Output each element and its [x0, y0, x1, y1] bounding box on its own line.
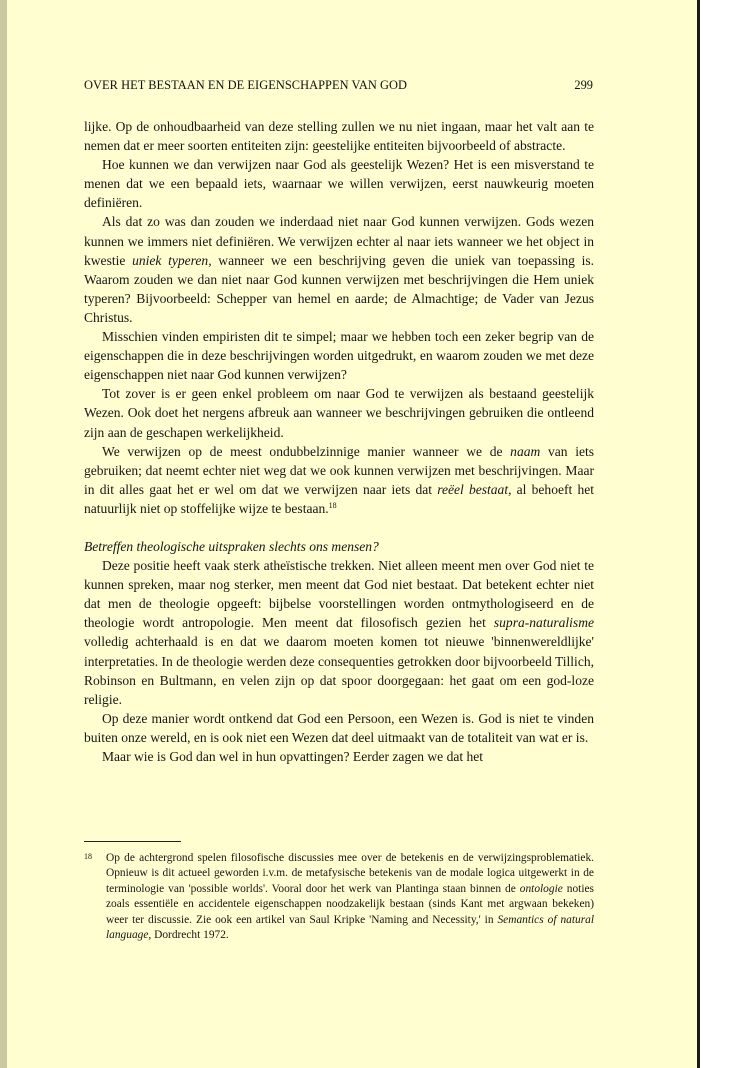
paragraph-9-text: Maar wie is God dan wel in hun opvattingen? Eerder zagen we dat het [102, 749, 484, 764]
emphasis-naam: naam [510, 443, 541, 459]
emphasis-reeel-bestaat: reëel bestaat, [437, 481, 512, 497]
paragraph-8-text: Op deze manier wordt ontkend dat God een Persoon, een Wezen is. God is niet te vinden buiten onze wereld, en is ook niet een Wezen dat deel uitmaakt van de totaliteit van wat er is. [84, 710, 594, 745]
emphasis-semantics: Semantics of natural language, [106, 913, 594, 942]
page-number: 299 [574, 78, 593, 92]
paragraph-4-text: Misschien vinden empiristen dit te simpel; maar we hebben toch een zeker begrip van de eigenschappen die in deze beschrijvingen worden uitgedrukt, en waarom zouden we met deze eigenschappen niet naar God kunnen verwijzen? [84, 329, 594, 383]
footnote-text-c: Dordrecht 1972. [154, 929, 229, 942]
emphasis-ontologie: ontologie [519, 882, 563, 895]
paragraph-2 [84, 155, 594, 212]
paragraph-4 [84, 327, 594, 384]
paragraph-1-text: lijke. Op de onhoudbaarheid van deze stelling zullen we nu niet ingaan, maar het valt aan te nemen dat er meer soorten entiteiten zijn: geestelijke entiteiten bijvoorbeeld of abstracte. [84, 119, 594, 154]
running-header [84, 78, 594, 94]
page-edge [697, 0, 700, 1068]
footnote-text-b: noties zoals essentiële en accidentele eigenschappen noodzakelijk bestaan (sinds Kant met argwaan bekeken) weer ter discussie. Zie ook een artikel van Saul Kripke 'Naming and Necessity,' in [106, 882, 594, 926]
paragraph-6-text-a: We verwijzen op de meest ondubbelzinnige manier wanneer we de [102, 443, 503, 459]
page-spine-shadow [0, 0, 7, 1068]
paragraph-9 [84, 747, 594, 766]
paragraph-7 [84, 556, 594, 709]
footnote-reference[interactable]: 18 [328, 500, 337, 510]
paragraph-8 [84, 709, 594, 747]
paragraph-7-text-a: Deze positie heeft vaak sterk atheïstische trekken. Niet alleen meent men over God niet te kunnen spreken, maar nog sterker, men meent dat God niet bestaat. Dat betekent echter niet dat men de theologie opgeeft: bijbelse voorstellingen worden ontmythologiseerd en de theologie wordt antropologie. Men meent dat filosofisch gezien het [84, 558, 594, 631]
paragraph-2-text: Hoe kunnen we dan verwijzen naar God als geestelijk Wezen? Het is een misverstand te menen dat we een bepaald iets, waarnaar we willen verwijzen, eerst nauwkeurig moeten definiëren. [84, 157, 594, 211]
paragraph-1 [84, 117, 594, 155]
footnote-18 [84, 851, 594, 943]
footnote-body [106, 851, 594, 943]
paragraph-6-text-b: van iets gebruiken; dat neemt echter niet weg dat we ook kunnen verwijzen met beschrijvingen. Maar in dit alles gaat het er wel om dat we verwijzen naar iets dat [84, 443, 595, 497]
footnote-marker: 18 [84, 852, 92, 861]
footnote-text-a: Op de achtergrond spelen filosofische discussies mee over de betekenis en de verwijzingsproblematiek. Opnieuw is dit actueel geworden i.v.m. de metafysische betekenis van de modale logica uitgewerkt in de terminologie van 'possible worlds'. Vooral door het werk van Plantinga staan binnen de [106, 852, 594, 895]
paragraph-5-text: Tot zover is er geen enkel probleem om naar God te verwijzen als bestaand geestelijk Wezen. Ook doet het nergens afbreuk aan wanneer we beschrijvingen gebruiken die ontleend zijn aan de geschapen werkelijkheid. [84, 386, 594, 440]
paragraph-3-text: Als dat zo was dan zouden we inderdaad niet naar God kunnen verwijzen. Gods wezen kunnen we immers niet definiëren. We verwijzen echter al naar iets wanneer we het object in kwestie [84, 214, 594, 268]
running-title: OVER HET BESTAAN EN DE EIGENSCHAPPEN VAN GOD [84, 78, 408, 92]
paragraph-5 [84, 384, 594, 441]
paragraph-3-rest: wanneer we een beschrijving geven die uniek van toepassing is. Waarom zouden we dan niet naar God kunnen verwijzen met beschrijvingen die Hem uniek typeren? Bijvoorbeeld: Schepper van hemel en aarde; de Almachtige; de Vader van Jezus Christus. [84, 252, 595, 325]
main-text [84, 117, 594, 766]
paragraph-7-text-b: volledig achterhaald is en dat we daarom moeten komen tot nieuwe 'binnenwereldlijke' interpretaties. In de theologie werden deze consequenties getrokken door bijvoorbeeld Tillich, Robinson en Bultmann, en velen zijn op dat spoor doorgegaan: het gaat om een god-loze religie. [84, 634, 594, 707]
paragraph-6 [84, 442, 594, 518]
emphasis-supra-naturalisme: supra-naturalisme [493, 615, 594, 631]
section-heading: Betreffen theologische uitspraken slechts ons mensen? [84, 538, 379, 554]
footnote-divider [84, 841, 181, 842]
paragraph-6-text-c: al behoeft het natuurlijk niet op stoffelijke wijze te bestaan. [84, 481, 594, 516]
emphasis-uniek-typeren: uniek typeren, [132, 252, 212, 268]
paragraph-3 [84, 212, 594, 327]
